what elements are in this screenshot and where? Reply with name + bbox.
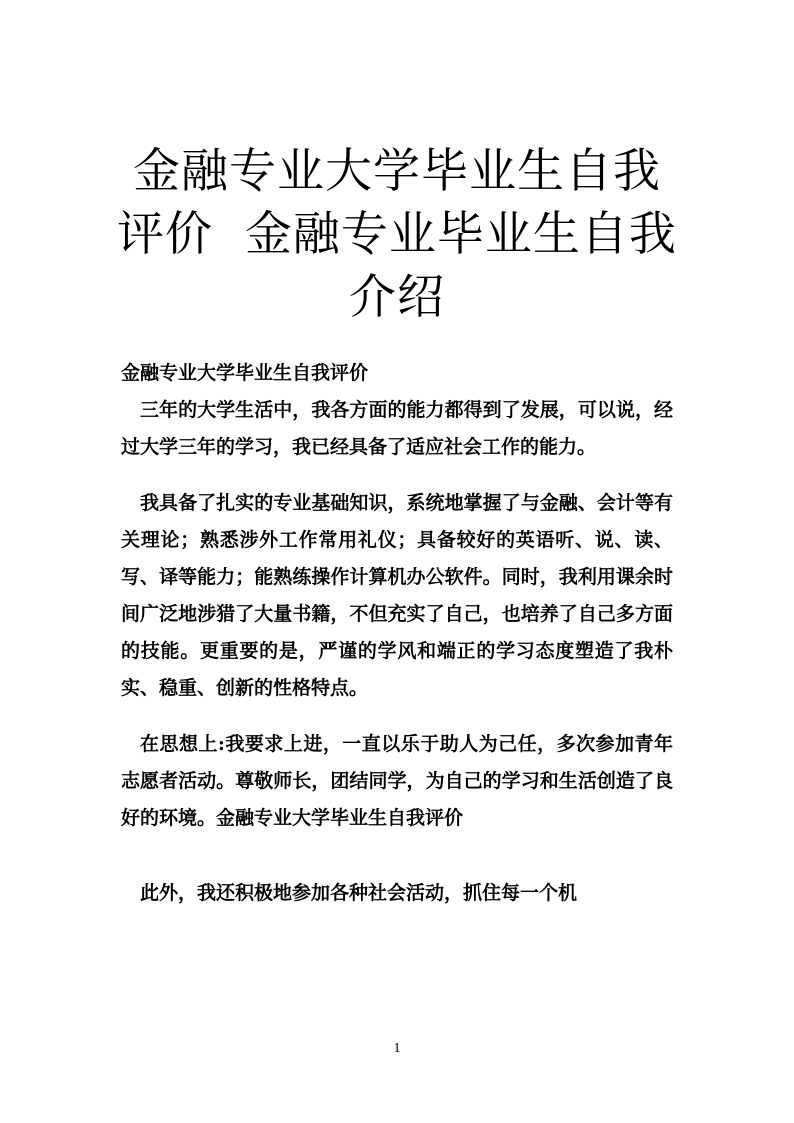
paragraph-2: 我具备了扎实的专业基础知识，系统地掌握了与金融、会计等有关理论；熟悉涉外工作常用礼仪；具备较好的英语听、说、读、写、译等能力；能熟练操作计算机办公软件。同时，我利用课余时间广泛地涉猎了大量书籍，不但充实了自己，也培养了自己多方面的技能。更重要的是，严谨的学风和端正的学习态度塑造了我朴实、稳重、创新的性格特点。 xyxy=(121,492,673,699)
document-body xyxy=(121,355,673,931)
title-line-2: 评价 金融专业毕业生自我 xyxy=(117,207,677,262)
paragraph-1: 三年的大学生活中，我各方面的能力都得到了发展，可以说，经过大学三年的学习，我已经具备了适应社会工作的能力。 xyxy=(121,399,673,458)
section-heading: 金融专业大学毕业生自我评价 xyxy=(121,362,369,384)
title-line-1: 金融专业大学毕业生自我 xyxy=(133,144,661,199)
page-number: 1 xyxy=(393,1041,401,1056)
title-line-3: 介绍 xyxy=(349,270,445,325)
paragraph-4: 此外，我还积极地参加各种社会活动，抓住每一个机 xyxy=(140,882,578,904)
paragraph-3: 在思想上:我要求上进，一直以乐于助人为己任，多次参加青年志愿者活动。尊敬师长，团结同学，为自己的学习和生活创造了良好的环境。金融专业大学毕业生自我评价 xyxy=(121,733,673,829)
document-title xyxy=(110,140,684,329)
